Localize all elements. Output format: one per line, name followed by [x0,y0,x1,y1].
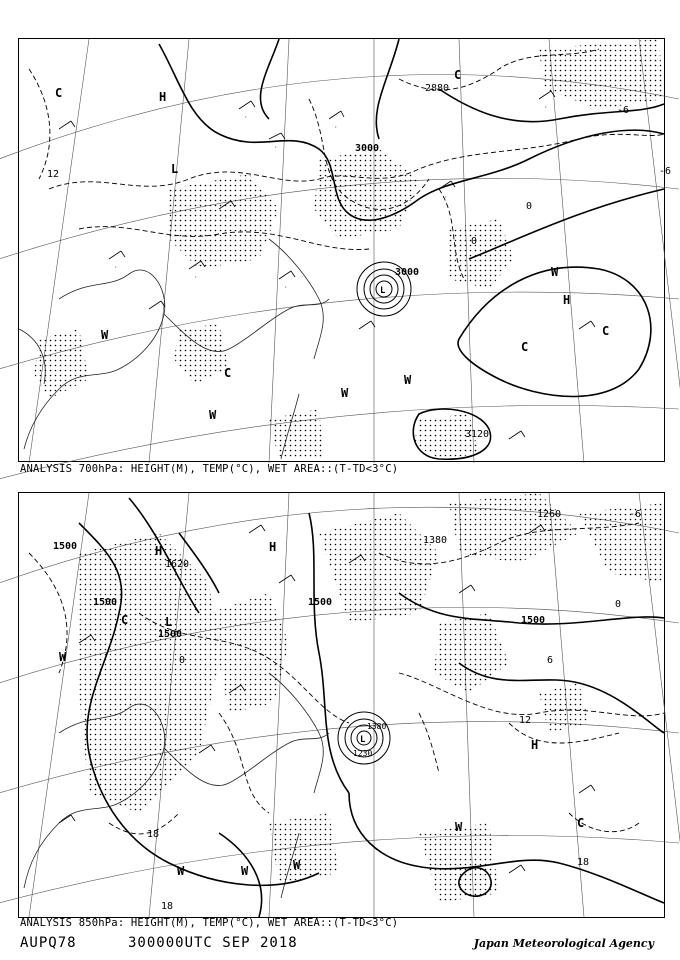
contour-value-label: 3120 [465,429,490,440]
pressure-center-label: C [55,86,63,100]
agency-name: Japan Meteorological Agency [473,937,654,950]
pressure-center-label: C [602,324,610,338]
contour-value-label: -6 [659,166,672,177]
contour-value-label: 1500 [93,597,118,608]
graticule [0,39,680,479]
analysis-timestamp: 300000UTC SEP 2018 [128,935,298,951]
map-850hpa [19,493,664,917]
svg-text:·: · [274,144,278,151]
pressure-center-label: W [177,864,185,878]
caption-850hpa: ANALYSIS 850hPa: HEIGHT(M), TEMP(°C), WET AREA::(T-TD<3°C) [20,917,399,929]
svg-text:·: · [334,124,338,131]
pressure-center-label: W [101,328,109,342]
svg-text:·: · [244,114,248,121]
svg-text:·: · [224,214,228,221]
contour-value-label: 18 [147,829,160,840]
pressure-center-label: W [209,408,217,422]
contour-value-label: 6 [547,655,554,666]
contour-value-label: 0 [179,655,186,666]
contour-value-label: 0 [615,599,622,610]
contour-value-label: 3000 [355,143,380,154]
contour-value-label: 2880 [425,83,450,94]
pressure-center-label: H [155,544,163,558]
contour-value-label: 18 [161,901,174,912]
contour-value-label: 3000 [395,267,420,278]
map-700hpa [19,39,672,463]
pressure-center-label: W [404,373,412,387]
pressure-center-label: L [171,162,179,176]
pressure-center-label: C [577,816,585,830]
pressure-center-label: W [241,864,249,878]
pressure-center-label: H [269,540,277,554]
chart-panel-700hpa [18,38,672,462]
pressure-center-label: C [521,340,529,354]
contour-value-label: 1500 [308,597,333,608]
pressure-center-label: H [563,293,571,307]
pressure-center-label: C [224,366,232,380]
svg-text:·: · [194,274,198,281]
contour-value-label: 0 [526,201,533,212]
contour-value-label: 1500 [53,541,78,552]
pressure-center-label: W [59,650,67,664]
svg-text:·: · [284,284,288,291]
pressure-center-label: W [341,386,349,400]
pressure-center-label: C [454,68,462,82]
pressure-center-label: C [121,613,129,627]
contour-value-label: 1500 [158,629,183,640]
contour-value-label: 12 [47,169,60,180]
typhoon-center-label: L [380,286,386,296]
pressure-center-label: L [165,615,173,629]
pressure-center-label: W [293,858,301,872]
contour-value-label: 12 [519,715,532,726]
pressure-center-label: W [455,820,463,834]
contour-value-label: 1620 [165,559,190,570]
svg-text:·: · [444,194,448,201]
chart-panel-850hpa [18,492,665,918]
pressure-center-label: W [551,265,559,279]
contour-value-label: 18 [577,857,590,868]
pressure-center-label: H [159,90,167,104]
contour-value-label: 1500 [521,615,546,626]
svg-text:·: · [544,104,548,111]
contour-value-label: 1380 [367,722,387,731]
svg-text:·: · [114,264,118,271]
contour-value-label: -6 [617,105,630,116]
contour-value-label: 1380 [423,535,448,546]
typhoon-center-label: L [360,735,366,745]
wind-barbs [59,91,595,439]
contour-value-label: -6 [629,509,642,520]
caption-700hpa: ANALYSIS 700hPa: HEIGHT(M), TEMP(°C), WET AREA::(T-TD<3°C) [20,463,399,475]
pressure-center-label: H [531,738,539,752]
contour-value-label: 0 [471,236,478,247]
contour-value-label: 1260 [537,509,562,520]
chart-code: AUPQ78 [20,935,77,951]
contour-value-label: 1230 [353,749,373,758]
